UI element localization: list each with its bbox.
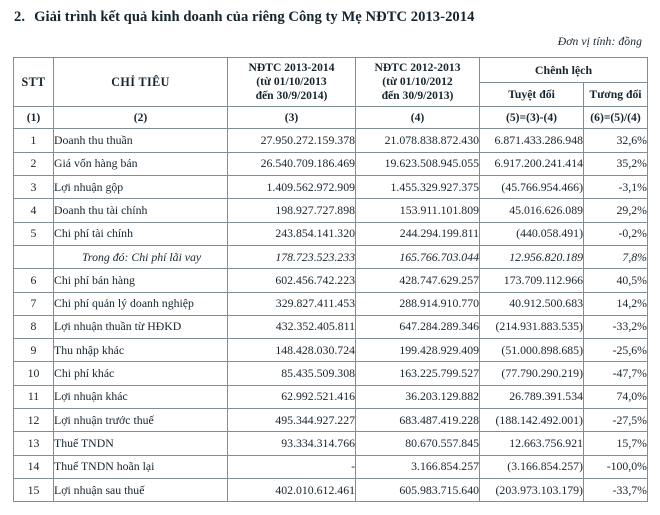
cell-relative: 32,6% xyxy=(584,129,648,152)
cell-label: Lợi nhuận gộp xyxy=(54,176,228,199)
cell-relative: -0,2% xyxy=(584,222,648,245)
cell-prev: 3.166.854.257 xyxy=(356,455,480,478)
table-row xyxy=(14,199,648,222)
page-title xyxy=(0,0,660,26)
cell-stt: 7 xyxy=(14,292,54,315)
cell-stt: 5 xyxy=(14,222,54,245)
cell-absolute: 6.871.433.286.948 xyxy=(480,129,584,152)
cell-current: 178.723.523.233 xyxy=(228,245,356,268)
cell-absolute: (440.058.491) xyxy=(480,222,584,245)
cell-prev: 163.225.799.527 xyxy=(356,362,480,385)
header-current-period-main: NĐTC 2013-2014 xyxy=(248,61,335,74)
table-row xyxy=(14,362,648,385)
cell-relative: -33,7% xyxy=(584,478,648,501)
cell-prev: 683.487.419.228 xyxy=(356,408,480,431)
cell-label: Thuế TNDN hoãn lại xyxy=(54,455,228,478)
cell-label: Lợi nhuận trước thuế xyxy=(54,408,228,431)
table-row xyxy=(14,315,648,338)
table-row xyxy=(14,478,648,501)
header-row-main xyxy=(14,58,648,83)
cell-label: Chi phí khác xyxy=(54,362,228,385)
header-prev-period-main: NĐTC 2012-2013 xyxy=(374,61,461,74)
cell-prev: 1.455.329.927.375 xyxy=(356,176,480,199)
financial-table-container xyxy=(0,48,660,502)
cell-stt: 13 xyxy=(14,432,54,455)
cell-relative: 14,2% xyxy=(584,292,648,315)
cell-prev: 80.670.557.845 xyxy=(356,432,480,455)
section-number: 2. xyxy=(14,9,26,25)
cell-current: 495.344.927.227 xyxy=(228,408,356,431)
cell-prev: 647.284.289.346 xyxy=(356,315,480,338)
header-current-period-sub1: (từ 01/10/2013 xyxy=(256,75,327,89)
table-row xyxy=(14,129,648,152)
cell-absolute: 26.789.391.534 xyxy=(480,385,584,408)
cell-prev: 605.983.715.640 xyxy=(356,478,480,501)
header-prev-period-sub1: (từ 01/10/2012 xyxy=(382,75,453,89)
cell-relative: -25,6% xyxy=(584,339,648,362)
cell-label: Thu nhập khác xyxy=(54,339,228,362)
cell-prev: 21.078.838.872.430 xyxy=(356,129,480,152)
cell-stt xyxy=(14,245,54,268)
table-row xyxy=(14,176,648,199)
cell-stt: 11 xyxy=(14,385,54,408)
cell-stt: 9 xyxy=(14,339,54,362)
cell-current: 243.854.141.320 xyxy=(228,222,356,245)
cell-prev: 288.914.910.770 xyxy=(356,292,480,315)
cell-absolute: (3.166.854.257) xyxy=(480,455,584,478)
table-row xyxy=(14,152,648,175)
cell-relative: 74,0% xyxy=(584,385,648,408)
cell-relative: 7,8% xyxy=(584,245,648,268)
header-prev-period-sub2: đến 30/9/2013) xyxy=(381,89,454,103)
cell-stt: 12 xyxy=(14,408,54,431)
table-body xyxy=(14,107,648,502)
cell-stt: 14 xyxy=(14,455,54,478)
header-difference: Chênh lệch xyxy=(480,58,648,83)
cell-current: 85.435.509.308 xyxy=(228,362,356,385)
colref-absolute: (5)=(3)-(4) xyxy=(480,107,584,129)
header-current-period xyxy=(228,58,356,107)
cell-label: Doanh thu thuần xyxy=(54,129,228,152)
cell-absolute: 173.709.112.966 xyxy=(480,269,584,292)
cell-relative: -33,2% xyxy=(584,315,648,338)
financial-table xyxy=(13,57,648,502)
header-absolute: Tuyệt đối xyxy=(480,82,584,107)
cell-prev: 19.623.508.945.055 xyxy=(356,152,480,175)
cell-current: 27.950.272.159.378 xyxy=(228,129,356,152)
cell-stt: 15 xyxy=(14,478,54,501)
cell-label: Trong đó: Chi phí lãi vay xyxy=(54,245,228,268)
cell-relative: -47,7% xyxy=(584,362,648,385)
table-row xyxy=(14,222,648,245)
cell-label: Lợi nhuận sau thuế xyxy=(54,478,228,501)
cell-stt: 1 xyxy=(14,129,54,152)
cell-absolute: (188.142.492.001) xyxy=(480,408,584,431)
cell-absolute: (77.790.290.219) xyxy=(480,362,584,385)
cell-absolute: 6.917.200.241.414 xyxy=(480,152,584,175)
cell-label: Thuế TNDN xyxy=(54,432,228,455)
cell-relative: -3,1% xyxy=(584,176,648,199)
cell-relative: 35,2% xyxy=(584,152,648,175)
cell-current: - xyxy=(228,455,356,478)
cell-prev: 428.747.629.257 xyxy=(356,269,480,292)
cell-prev: 165.766.703.044 xyxy=(356,245,480,268)
colref-stt: (1) xyxy=(14,107,54,129)
cell-absolute: (203.973.103.179) xyxy=(480,478,584,501)
cell-current: 93.334.314.766 xyxy=(228,432,356,455)
cell-absolute: (214.931.883.535) xyxy=(480,315,584,338)
cell-absolute: (45.766.954.466) xyxy=(480,176,584,199)
cell-stt: 6 xyxy=(14,269,54,292)
cell-label: Chi phí tài chính xyxy=(54,222,228,245)
header-relative: Tương đối xyxy=(584,82,648,107)
cell-current: 198.927.727.898 xyxy=(228,199,356,222)
cell-stt: 3 xyxy=(14,176,54,199)
table-row xyxy=(14,385,648,408)
colref-relative: (6)=(5)/(4) xyxy=(584,107,648,129)
table-row xyxy=(14,269,648,292)
cell-label: Chi phí quản lý doanh nghiệp xyxy=(54,292,228,315)
table-row xyxy=(14,432,648,455)
cell-current: 602.456.742.223 xyxy=(228,269,356,292)
header-prev-period xyxy=(356,58,480,107)
cell-absolute: 12.663.756.921 xyxy=(480,432,584,455)
table-header xyxy=(14,58,648,107)
cell-current: 329.827.411.453 xyxy=(228,292,356,315)
cell-stt: 10 xyxy=(14,362,54,385)
cell-current: 148.428.030.724 xyxy=(228,339,356,362)
cell-current: 432.352.405.811 xyxy=(228,315,356,338)
cell-prev: 244.294.199.811 xyxy=(356,222,480,245)
cell-prev: 199.428.929.409 xyxy=(356,339,480,362)
column-reference-row xyxy=(14,107,648,129)
cell-stt: 4 xyxy=(14,199,54,222)
table-row xyxy=(14,339,648,362)
cell-absolute: (51.000.898.685) xyxy=(480,339,584,362)
cell-current: 26.540.709.186.469 xyxy=(228,152,356,175)
cell-label: Lợi nhuận khác xyxy=(54,385,228,408)
cell-relative: -100,0% xyxy=(584,455,648,478)
cell-prev: 153.911.101.809 xyxy=(356,199,480,222)
cell-label: Chi phí bán hàng xyxy=(54,269,228,292)
header-stt: STT xyxy=(14,58,54,107)
section-title: Giải trình kết quả kinh doanh của riêng Công ty Mẹ NĐTC 2013-2014 xyxy=(34,9,475,25)
table-row xyxy=(14,245,648,268)
table-row xyxy=(14,292,648,315)
header-current-period-sub2: đến 30/9/2014) xyxy=(255,89,328,103)
colref-prev: (4) xyxy=(356,107,480,129)
table-row xyxy=(14,455,648,478)
cell-label: Doanh thu tài chính xyxy=(54,199,228,222)
cell-relative: -27,5% xyxy=(584,408,648,431)
unit-note: Đơn vị tính: đồng xyxy=(557,35,642,48)
cell-current: 402.010.612.461 xyxy=(228,478,356,501)
cell-relative: 15,7% xyxy=(584,432,648,455)
cell-stt: 8 xyxy=(14,315,54,338)
colref-indicator: (2) xyxy=(54,107,228,129)
cell-label: Giá vốn hàng bán xyxy=(54,152,228,175)
cell-prev: 36.203.129.882 xyxy=(356,385,480,408)
cell-current: 1.409.562.972.909 xyxy=(228,176,356,199)
cell-label: Lợi nhuận thuần từ HĐKD xyxy=(54,315,228,338)
cell-stt: 2 xyxy=(14,152,54,175)
cell-relative: 40,5% xyxy=(584,269,648,292)
cell-absolute: 45.016.626.089 xyxy=(480,199,584,222)
colref-current: (3) xyxy=(228,107,356,129)
table-row xyxy=(14,408,648,431)
cell-absolute: 40.912.500.683 xyxy=(480,292,584,315)
header-indicator: CHỈ TIÊU xyxy=(54,58,228,107)
cell-current: 62.992.521.416 xyxy=(228,385,356,408)
cell-absolute: 12.956.820.189 xyxy=(480,245,584,268)
cell-relative: 29,2% xyxy=(584,199,648,222)
